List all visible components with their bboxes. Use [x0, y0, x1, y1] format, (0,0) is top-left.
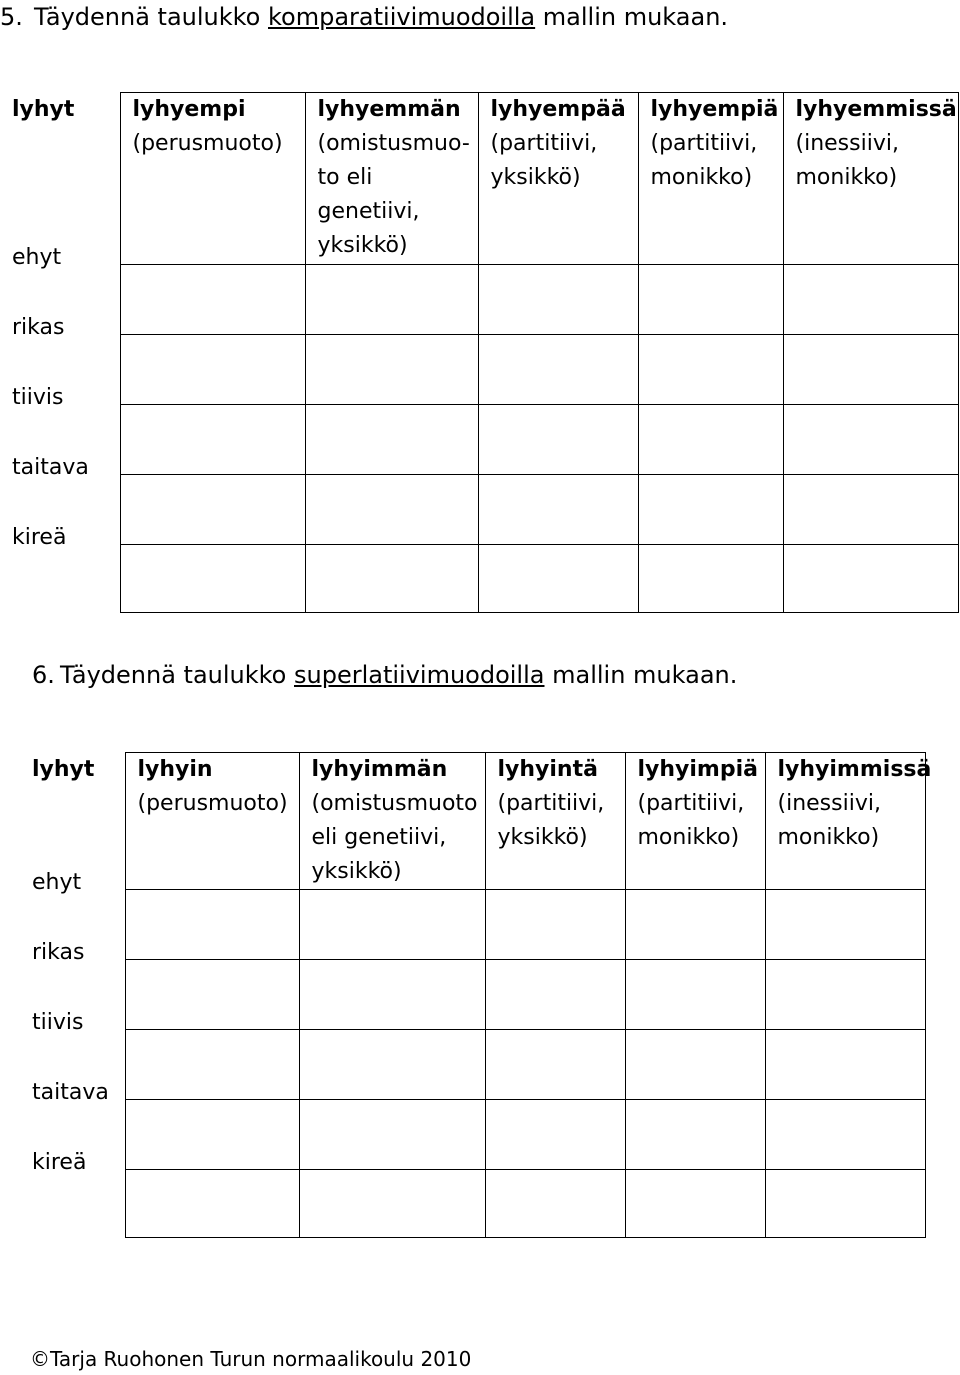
answer-cell[interactable]	[305, 265, 478, 335]
answer-cell[interactable]	[485, 960, 625, 1030]
comparative-table	[0, 92, 959, 613]
answer-cell[interactable]	[478, 405, 638, 475]
row-word: ehyt	[0, 265, 120, 335]
row-word: taitava	[20, 1100, 125, 1170]
table-header-row	[0, 93, 958, 265]
table-row	[20, 960, 925, 1030]
answer-cell[interactable]	[625, 960, 765, 1030]
table-row	[20, 1100, 925, 1170]
answer-cell[interactable]	[478, 475, 638, 545]
heading-text: Täydennä taulukko	[34, 3, 261, 31]
answer-cell[interactable]	[120, 405, 305, 475]
header-cell: lyhyimpiä (partitiivi, monikko)	[625, 753, 765, 890]
answer-cell[interactable]	[299, 890, 485, 960]
header-cell: lyhyemmän (omistusmuo- to eli genetiivi, yksikkö)	[305, 93, 478, 265]
heading-text-end: mallin mukaan.	[542, 3, 729, 31]
answer-cell[interactable]	[478, 265, 638, 335]
answer-cell[interactable]	[485, 1030, 625, 1100]
answer-cell[interactable]	[638, 545, 783, 613]
header-cell: lyhyemmissä (inessiivi, monikko)	[783, 93, 958, 265]
answer-cell[interactable]	[638, 265, 783, 335]
table-row	[0, 335, 958, 405]
answer-cell[interactable]	[765, 1100, 925, 1170]
answer-cell[interactable]	[638, 475, 783, 545]
answer-cell[interactable]	[125, 960, 299, 1030]
answer-cell[interactable]	[305, 475, 478, 545]
row-word: rikas	[0, 335, 120, 405]
answer-cell[interactable]	[485, 1100, 625, 1170]
answer-cell[interactable]	[299, 1030, 485, 1100]
answer-cell[interactable]	[765, 890, 925, 960]
heading-underlined-term: komparatiivimuodoilla	[268, 3, 536, 31]
answer-cell[interactable]	[625, 1100, 765, 1170]
superlative-table	[20, 752, 932, 1238]
answer-cell[interactable]	[305, 335, 478, 405]
answer-cell[interactable]	[125, 890, 299, 960]
table-row	[20, 890, 925, 960]
exercise-6-heading	[32, 658, 932, 698]
answer-cell[interactable]	[625, 890, 765, 960]
answer-cell[interactable]	[765, 1170, 925, 1238]
row-word: tiivis	[20, 1030, 125, 1100]
answer-cell[interactable]	[299, 1170, 485, 1238]
answer-cell[interactable]	[478, 545, 638, 613]
answer-cell[interactable]	[125, 1100, 299, 1170]
row-word: kireä	[0, 545, 120, 613]
answer-cell[interactable]	[783, 475, 958, 545]
answer-cell[interactable]	[638, 405, 783, 475]
answer-cell[interactable]	[783, 335, 958, 405]
copyright-footer: ©Tarja Ruohonen Turun normaalikoulu 2010	[30, 1347, 472, 1371]
row-word: taitava	[0, 475, 120, 545]
header-cell-base: lyhyt	[0, 93, 120, 265]
answer-cell[interactable]	[625, 1170, 765, 1238]
table-header-row	[20, 753, 925, 890]
heading-text-end: mallin mukaan.	[552, 661, 738, 689]
exercise-number: 6.	[32, 661, 55, 689]
header-cell: lyhyin (perusmuoto)	[125, 753, 299, 890]
answer-cell[interactable]	[783, 545, 958, 613]
header-cell: lyhyempää (partitiivi, yksikkö)	[478, 93, 638, 265]
answer-cell[interactable]	[638, 335, 783, 405]
table-row	[20, 1170, 925, 1238]
answer-cell[interactable]	[305, 405, 478, 475]
row-word: rikas	[20, 960, 125, 1030]
answer-cell[interactable]	[765, 1030, 925, 1100]
answer-cell[interactable]	[783, 265, 958, 335]
answer-cell[interactable]	[125, 1030, 299, 1100]
heading-text: Täydennä taulukko	[60, 661, 287, 689]
row-word: kireä	[20, 1170, 125, 1238]
exercise-5-heading	[0, 0, 960, 40]
header-cell: lyhyempi (perusmuoto)	[120, 93, 305, 265]
answer-cell[interactable]	[783, 405, 958, 475]
table-row	[0, 405, 958, 475]
table-row	[0, 265, 958, 335]
answer-cell[interactable]	[299, 1100, 485, 1170]
header-cell: lyhyimmissä (inessiivi, monikko)	[765, 753, 925, 890]
answer-cell[interactable]	[485, 890, 625, 960]
answer-cell[interactable]	[120, 475, 305, 545]
answer-cell[interactable]	[478, 335, 638, 405]
table-row	[0, 545, 958, 613]
header-cell-base: lyhyt	[20, 753, 125, 890]
answer-cell[interactable]	[305, 545, 478, 613]
header-cell: lyhyimmän (omistusmuoto eli genetiivi, yksikkö)	[299, 753, 485, 890]
heading-underlined-term: superlatiivimuodoilla	[294, 661, 545, 689]
exercise-number: 5.	[0, 3, 23, 31]
answer-cell[interactable]	[125, 1170, 299, 1238]
answer-cell[interactable]	[765, 960, 925, 1030]
answer-cell[interactable]	[120, 335, 305, 405]
header-cell: lyhyempiä (partitiivi, monikko)	[638, 93, 783, 265]
answer-cell[interactable]	[625, 1030, 765, 1100]
answer-cell[interactable]	[120, 545, 305, 613]
row-word: tiivis	[0, 405, 120, 475]
table-row	[0, 475, 958, 545]
answer-cell[interactable]	[485, 1170, 625, 1238]
row-word: ehyt	[20, 890, 125, 960]
header-cell: lyhyintä (partitiivi, yksikkö)	[485, 753, 625, 890]
answer-cell[interactable]	[120, 265, 305, 335]
table-row	[20, 1030, 925, 1100]
answer-cell[interactable]	[299, 960, 485, 1030]
